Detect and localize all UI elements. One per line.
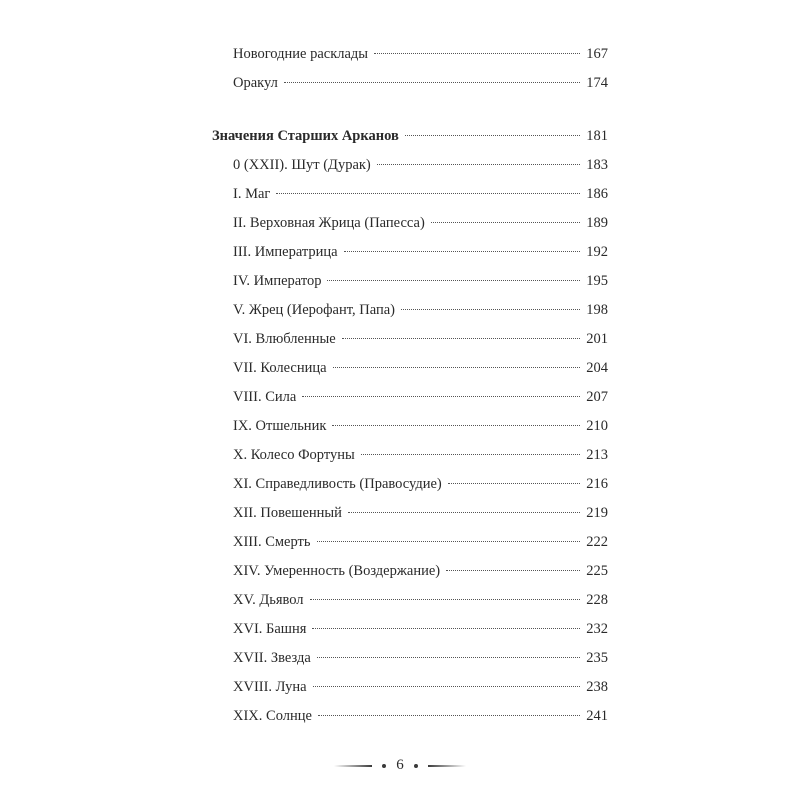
toc-entry-page: 232	[586, 621, 608, 637]
page-number: 6	[396, 757, 404, 773]
toc-entry	[233, 678, 608, 696]
toc-entry-title: XIX. Солнце	[233, 708, 312, 724]
toc-entry-page: 167	[586, 46, 608, 62]
toc-entry-title: XII. Повешенный	[233, 505, 342, 521]
dot-leader	[318, 715, 580, 716]
toc-entry-title: XVI. Башня	[233, 621, 307, 637]
toc-entry	[233, 214, 608, 232]
dot-leader	[317, 541, 581, 542]
toc-entry-title: III. Императрица	[233, 244, 338, 260]
toc-entry	[233, 359, 608, 377]
toc-section-heading	[212, 127, 608, 145]
dot-leader	[431, 222, 580, 223]
toc-entry-page: 219	[586, 505, 608, 521]
toc-entry-page: 207	[586, 389, 608, 405]
toc-entry	[233, 156, 608, 174]
toc-entry-title: V. Жрец (Иерофант, Папа)	[233, 302, 395, 318]
toc-entry-page: 195	[586, 273, 608, 289]
dot-leader	[313, 686, 581, 687]
toc-entry-title: II. Верховная Жрица (Папесса)	[233, 215, 425, 231]
toc-entry-page: 192	[586, 244, 608, 260]
dot-leader	[276, 193, 580, 194]
toc-entry	[233, 301, 608, 319]
toc-entry-page: 174	[586, 75, 608, 91]
toc-entry-page: 235	[586, 650, 608, 666]
dot-leader	[448, 483, 581, 484]
toc-entry	[233, 417, 608, 435]
toc-entry-page: 198	[586, 302, 608, 318]
toc-entry	[233, 330, 608, 348]
toc-entry	[233, 185, 608, 203]
toc-entry-title: XIV. Умеренность (Воздержание)	[233, 563, 441, 579]
dot-leader	[401, 309, 580, 310]
dot-leader	[302, 396, 580, 397]
toc-entry	[233, 707, 608, 725]
toc-entry-page: 186	[586, 186, 608, 202]
toc-entry-title: IX. Отшельник	[233, 418, 327, 434]
dot-leader	[446, 570, 580, 571]
toc-entry-title: XVII. Звезда	[233, 650, 311, 666]
toc-entry	[233, 562, 608, 580]
toc-entry-title: XV. Дьявол	[233, 592, 304, 608]
footer-dot-right	[414, 764, 418, 768]
dot-leader	[332, 425, 580, 426]
dot-leader	[312, 628, 580, 629]
toc-entry	[233, 649, 608, 667]
dot-leader	[284, 82, 580, 83]
dot-leader	[377, 164, 581, 165]
toc-entry-page: 189	[586, 215, 608, 231]
toc-entry-title: I. Маг	[233, 186, 271, 202]
toc-entry	[233, 533, 608, 551]
toc-entry	[233, 475, 608, 493]
toc-entry-page: 238	[586, 679, 608, 695]
toc-entry-title: Значения Старших Арканов	[212, 128, 399, 144]
toc-entry-title: 0 (XXII). Шут (Дурак)	[233, 157, 371, 173]
toc-entry-title: Новогодние расклады	[233, 46, 369, 62]
toc-entry-page: 201	[586, 331, 608, 347]
toc-entry	[233, 388, 608, 406]
dot-leader	[342, 338, 581, 339]
toc-entry-page: 216	[586, 476, 608, 492]
toc-entry-page: 241	[586, 708, 608, 724]
toc-entry	[233, 446, 608, 464]
dot-leader	[317, 657, 580, 658]
dot-leader	[405, 135, 580, 136]
toc-entry-title: XI. Справедливость (Правосудие)	[233, 476, 442, 492]
dot-leader	[361, 454, 581, 455]
toc-entry-title: VI. Влюбленные	[233, 331, 336, 347]
toc-entry-title: VIII. Сила	[233, 389, 297, 405]
dot-leader	[333, 367, 581, 368]
footer-ornament-left	[334, 765, 372, 767]
dot-leader	[374, 53, 580, 54]
toc-entry-page: 204	[586, 360, 608, 376]
toc-entry-title: XVIII. Луна	[233, 679, 307, 695]
toc-entry	[233, 591, 608, 609]
page-footer	[0, 757, 800, 774]
toc-entry-novogodnie	[233, 45, 608, 63]
toc-entry-page: 228	[586, 592, 608, 608]
toc-entry-title: XIII. Смерть	[233, 534, 311, 550]
toc-entry-title: X. Колесо Фортуны	[233, 447, 355, 463]
toc-entry	[233, 620, 608, 638]
footer-dot-left	[382, 764, 386, 768]
toc-entry	[233, 272, 608, 290]
toc-entry	[233, 504, 608, 522]
toc-entry-page: 181	[586, 128, 608, 144]
toc-entry-page: 222	[586, 534, 608, 550]
dot-leader	[344, 251, 581, 252]
dot-leader	[327, 280, 580, 281]
toc-entry-page: 225	[586, 563, 608, 579]
dot-leader	[348, 512, 580, 513]
toc-entry-page: 183	[586, 157, 608, 173]
toc-entry-page: 210	[586, 418, 608, 434]
toc-entry-page: 213	[586, 447, 608, 463]
dot-leader	[310, 599, 581, 600]
toc-entry-title: IV. Император	[233, 273, 322, 289]
toc-entry-orakul	[233, 74, 608, 92]
toc-entry	[233, 243, 608, 261]
footer-ornament-right	[428, 765, 466, 767]
toc-entry-title: Оракул	[233, 75, 278, 91]
toc-entry-title: VII. Колесница	[233, 360, 327, 376]
